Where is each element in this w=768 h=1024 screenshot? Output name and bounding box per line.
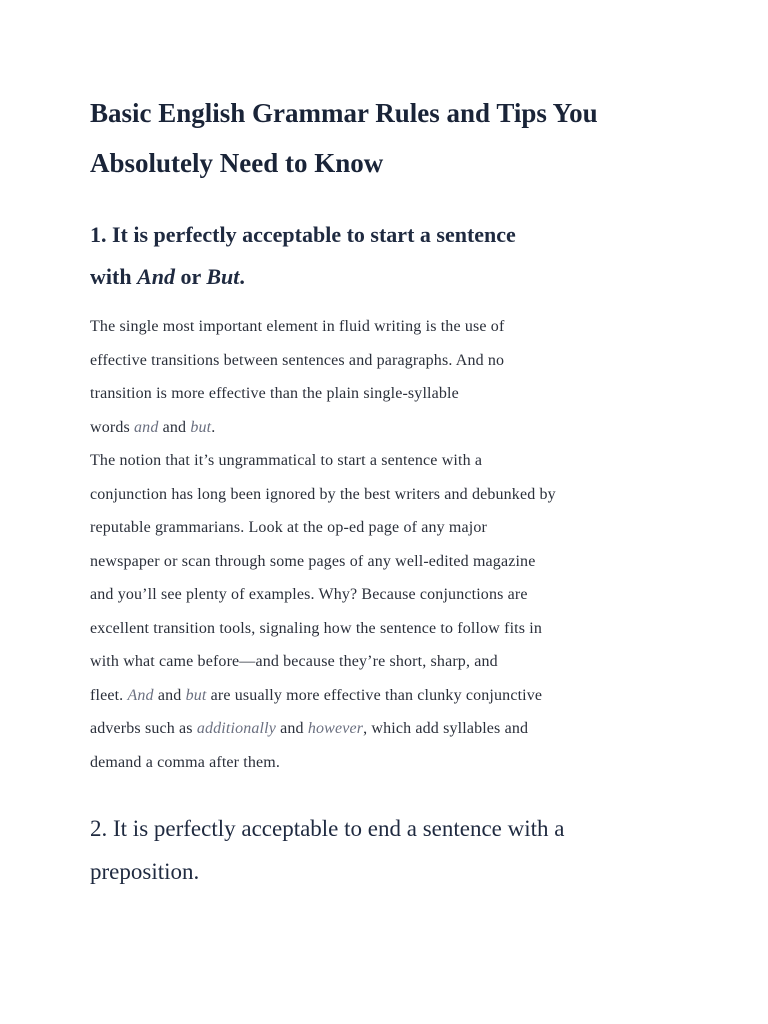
paragraph-1-line-4-words: words: [90, 418, 135, 436]
paragraph-1-italic-but: but: [190, 418, 212, 436]
paragraph-2-italic-however: however: [307, 720, 364, 737]
paragraph-2-line-8-fleet: fleet.: [90, 686, 128, 704]
section-2-heading: [90, 807, 690, 893]
section-2-heading-line-2: preposition.: [90, 859, 200, 884]
section-1-heading-and: And: [137, 264, 175, 289]
paragraph-2-line-1: The notion that it’s ungrammatical to start a sentence with a: [90, 452, 483, 469]
paragraph-2-line-8-mid: and: [153, 686, 186, 704]
paragraph-2-italic-but: but: [185, 686, 207, 704]
section-1-heading-or: or: [174, 264, 207, 289]
paragraph-2-line-6: excellent transition tools, signaling how the sentence to follow fits in: [90, 619, 543, 637]
paragraph-2-line-9-mid: and: [275, 720, 308, 737]
paragraph-2-line-9-rest: , which add syllables and: [363, 720, 529, 737]
paragraph-1-line-4-mid: and: [158, 418, 191, 436]
paragraph-2-line-8-rest: are usually more effective than clunky conjunctive: [206, 686, 543, 704]
paragraph-2-line-5: and you’ll see plenty of examples. Why? Because conjunctions are: [90, 586, 528, 603]
paragraph-2-line-2: conjunction has long been ignored by the best writers and debunked by: [90, 485, 556, 503]
section-1-heading-line-1: 1. It is perfectly acceptable to start a sentence: [90, 222, 516, 247]
section-1-heading-but: But: [206, 264, 240, 289]
paragraph-2-line-7: with what came before—and because they’re short, sharp, and: [90, 653, 498, 670]
section-1-heading-period: .: [239, 264, 245, 289]
paragraph-2-line-4: newspaper or scan through some pages of any well-edited magazine: [90, 552, 536, 570]
section-1-heading-with: with: [90, 264, 138, 289]
paragraph-1-line-4-end: .: [211, 418, 216, 436]
page-title: [90, 88, 690, 188]
paragraph-1: [90, 310, 690, 444]
paragraph-2-italic-and: And: [127, 686, 154, 704]
paragraph-1-line-3: transition is more effective than the plain single-syllable: [90, 385, 459, 402]
paragraph-1-italic-and: and: [134, 418, 159, 436]
paragraph-1-line-2: effective transitions between sentences and paragraphs. And no: [90, 351, 505, 369]
section-1-body: [90, 310, 690, 779]
paragraph-2-line-10: demand a comma after them.: [90, 753, 281, 771]
section-2-heading-line-1: 2. It is perfectly acceptable to end a sentence with a: [90, 816, 565, 841]
paragraph-2-line-3: reputable grammarians. Look at the op-ed page of any major: [90, 519, 487, 536]
paragraph-1-line-1: The single most important element in fluid writing is the use of: [90, 318, 505, 335]
section-1-heading: [90, 214, 690, 298]
page-title-line-1: Basic English Grammar Rules and Tips You: [90, 98, 598, 128]
paragraph-2-line-9-start: adverbs such as: [90, 720, 197, 737]
page-title-line-2: Absolutely Need to Know: [90, 148, 384, 178]
paragraph-2: [90, 444, 690, 779]
paragraph-2-italic-additionally: additionally: [196, 720, 276, 737]
